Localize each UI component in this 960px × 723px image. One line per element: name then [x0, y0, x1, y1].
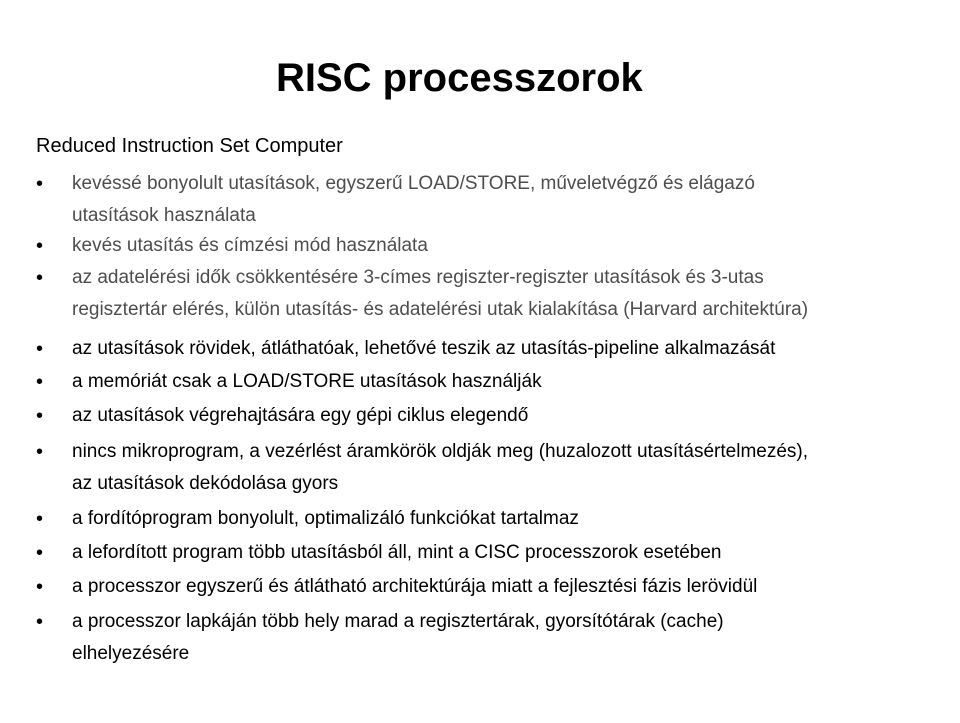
slide-subtitle: Reduced Instruction Set Computer — [36, 135, 343, 157]
bullet-text — [72, 230, 428, 262]
bullet-dot: • — [36, 173, 44, 195]
bullet-dot: • — [36, 338, 44, 360]
bullet-text — [72, 168, 755, 232]
bullet-line: a processzor egyszerű és átlátható architektúrája miatt a fejlesztési fázis lerövidül — [72, 576, 758, 597]
bullet-line: a memóriát csak a LOAD/STORE utasítások használják — [72, 371, 542, 392]
bullet-line: az adatelérési idők csökkentésére 3-címes regiszter-regiszter utasítások és 3-utas — [72, 267, 764, 288]
bullet-text — [72, 333, 775, 365]
bullet-text — [72, 606, 724, 670]
bullet-dot: • — [36, 576, 44, 598]
bullet-text — [72, 400, 528, 432]
bullet-text — [72, 366, 542, 398]
bullet-dot: • — [36, 508, 44, 530]
bullet-line: nincs mikroprogram, a vezérlést áramkörök oldják meg (huzalozott utasításértelmezés), — [72, 441, 809, 462]
bullet-line: kevéssé bonyolult utasítások, egyszerű LOAD/STORE, műveletvégző és elágazó — [72, 173, 755, 194]
bullet-line: elhelyezésére — [72, 643, 190, 664]
bullet-text — [72, 262, 808, 326]
bullet-text — [72, 537, 722, 569]
bullet-line: a processzor lapkáján több hely marad a regisztertárak, gyorsítótárak (cache) — [72, 611, 724, 632]
bullet-dot: • — [36, 405, 44, 427]
bullet-line: kevés utasítás és címzési mód használata — [72, 235, 428, 256]
bullet-text — [72, 571, 757, 603]
bullet-line: utasítások használata — [72, 205, 256, 226]
bullet-line: regisztertár elérés, külön utasítás- és adatelérési utak kialakítása (Harvard architektúra) — [72, 299, 809, 320]
bullet-dot: • — [36, 441, 44, 463]
bullet-text — [72, 436, 808, 500]
bullet-dot: • — [36, 267, 44, 289]
bullet-line: az utasítások végrehajtására egy gépi ciklus elegendő — [72, 405, 529, 426]
bullet-line: a fordítóprogram bonyolult, optimalizáló funkciókat tartalmaz — [72, 508, 579, 529]
bullet-dot: • — [36, 542, 44, 564]
bullet-line: az utasítások rövidek, átláthatóak, lehetővé teszik az utasítás-pipeline alkalmazását — [72, 338, 776, 359]
bullet-text — [72, 503, 579, 535]
bullet-dot: • — [36, 371, 44, 393]
bullet-dot: • — [36, 611, 44, 633]
bullet-dot: • — [36, 235, 44, 257]
bullet-line: az utasítások dekódolása gyors — [72, 473, 339, 494]
bullet-line: a lefordított program több utasításból áll, mint a CISC processzorok esetében — [72, 542, 722, 563]
slide-title: RISC processzorok — [276, 56, 643, 100]
